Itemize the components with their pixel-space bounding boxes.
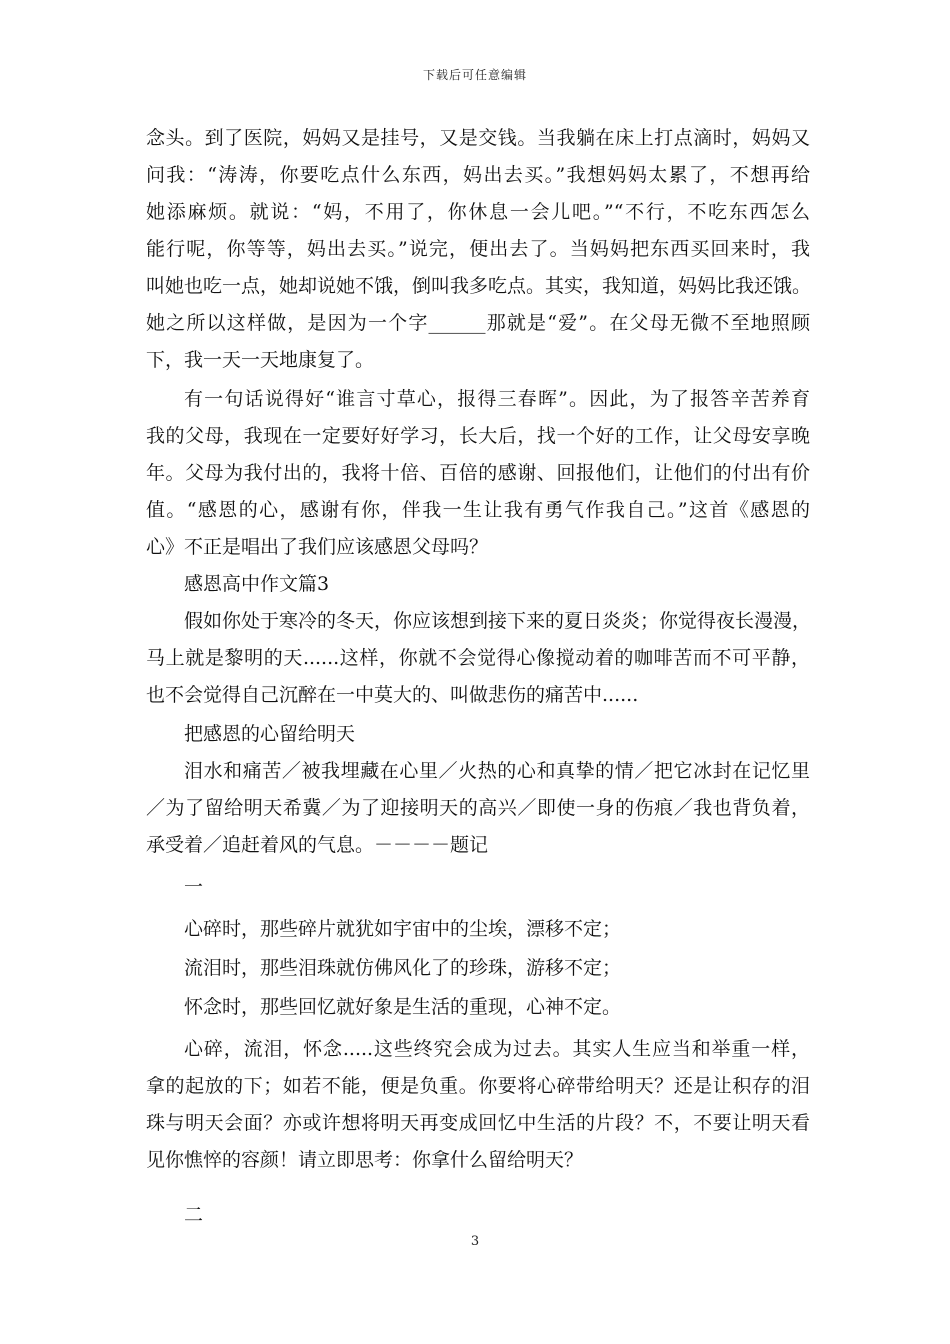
paragraph-tomorrow bbox=[146, 1031, 810, 1179]
text-line: 心碎，流泪，怀念.....这些终究会成为过去。其实人生应当和举重一样， bbox=[184, 1038, 810, 1060]
paragraph-gratitude-parents bbox=[146, 381, 810, 566]
text-line: 承受着／追赶着风的气息。－－－－题记 bbox=[146, 834, 489, 856]
part-heading-two: 二 bbox=[184, 1204, 204, 1226]
text-line: 怀念时，那些回忆就好象是生活的重现，心神不定。 bbox=[184, 996, 622, 1018]
page-header: 下载后可任意编辑 bbox=[422, 68, 527, 82]
text-line: 她添麻烦。就说：“妈，不用了，你休息一会儿吧。”“不行，不吃东西怎么 bbox=[146, 201, 810, 223]
essay-title: 把感恩的心留给明天 bbox=[184, 723, 356, 745]
paragraph-epigraph bbox=[146, 753, 810, 864]
text-line: 马上就是黎明的天......这样，你就不会觉得心像搅动着的咖啡苦而不可平静， bbox=[146, 647, 810, 669]
page-number: 3 bbox=[470, 1234, 480, 1249]
text-line: 念头。到了医院，妈妈又是挂号，又是交钱。当我躺在床上打点滴时，妈妈又 bbox=[146, 127, 810, 149]
text-line: 拿的起放的下；如若不能，便是负重。你要将心碎带给明天？还是让积存的泪 bbox=[146, 1075, 810, 1097]
text-line: 泪水和痛苦／被我埋藏在心里／火热的心和真挚的情／把它冰封在记忆里 bbox=[184, 760, 810, 782]
text-line: 值。“感恩的心，感谢有你，伴我一生让我有勇气作我自己。”这首《感恩的 bbox=[146, 499, 810, 521]
text-line: 也不会觉得自己沉醉在一中莫大的、叫做悲伤的痛苦中...... bbox=[146, 684, 639, 706]
text-line: 我的父母，我现在一定要好好学习，长大后，找一个好的工作，让父母安享晚 bbox=[146, 425, 810, 447]
text-line: 下，我一天一天地康复了。 bbox=[146, 349, 375, 371]
text-line: 有一句话说得好“谁言寸草心，报得三春晖”。因此，为了报答辛苦养育 bbox=[184, 388, 810, 410]
section-title: 感恩高中作文篇3 bbox=[184, 573, 330, 595]
text-line: 珠与明天会面？亦或许想将明天再变成回忆中生活的片段？不，不要让明天看 bbox=[146, 1112, 810, 1134]
text-line: 流泪时，那些泪珠就仿佛风化了的珍珠，游移不定； bbox=[184, 957, 622, 979]
part-heading-one: 一 bbox=[184, 876, 204, 898]
paragraph-winter bbox=[146, 603, 810, 714]
text-line: 见你憔悴的容颜！请立即思考：你拿什么留给明天？ bbox=[146, 1149, 584, 1171]
paragraph-hospital bbox=[146, 120, 810, 379]
text-line: 假如你处于寒冷的冬天，你应该想到接下来的夏日炎炎；你觉得夜长漫漫， bbox=[184, 610, 812, 632]
text-line: 她之所以这样做，是因为一个字______那就是“爱”。在父母无微不至地照顾 bbox=[146, 312, 810, 334]
text-line: 年。父母为我付出的，我将十倍、百倍的感谢、回报他们，让他们的付出有价 bbox=[146, 462, 810, 484]
text-line: 能行呢，你等等，妈出去买。”说完，便出去了。当妈妈把东西买回来时，我 bbox=[146, 238, 810, 260]
document-body bbox=[146, 120, 810, 1234]
paragraph-heartbreak-list bbox=[146, 911, 810, 1026]
text-line: 问我：“涛涛，你要吃点什么东西，妈出去买。”我想妈妈太累了，不想再给 bbox=[146, 164, 810, 186]
text-line: ／为了留给明天希冀／为了迎接明天的高兴／即使一身的伤痕／我也背负着， bbox=[146, 797, 810, 819]
text-line: 叫她也吃一点，她却说她不饿，倒叫我多吃点。其实，我知道，妈妈比我还饿。 bbox=[146, 275, 812, 297]
text-line: 心》不正是唱出了我们应该感恩父母吗？ bbox=[146, 536, 489, 558]
text-line: 心碎时，那些碎片就犹如宇宙中的尘埃，漂移不定； bbox=[184, 918, 622, 940]
